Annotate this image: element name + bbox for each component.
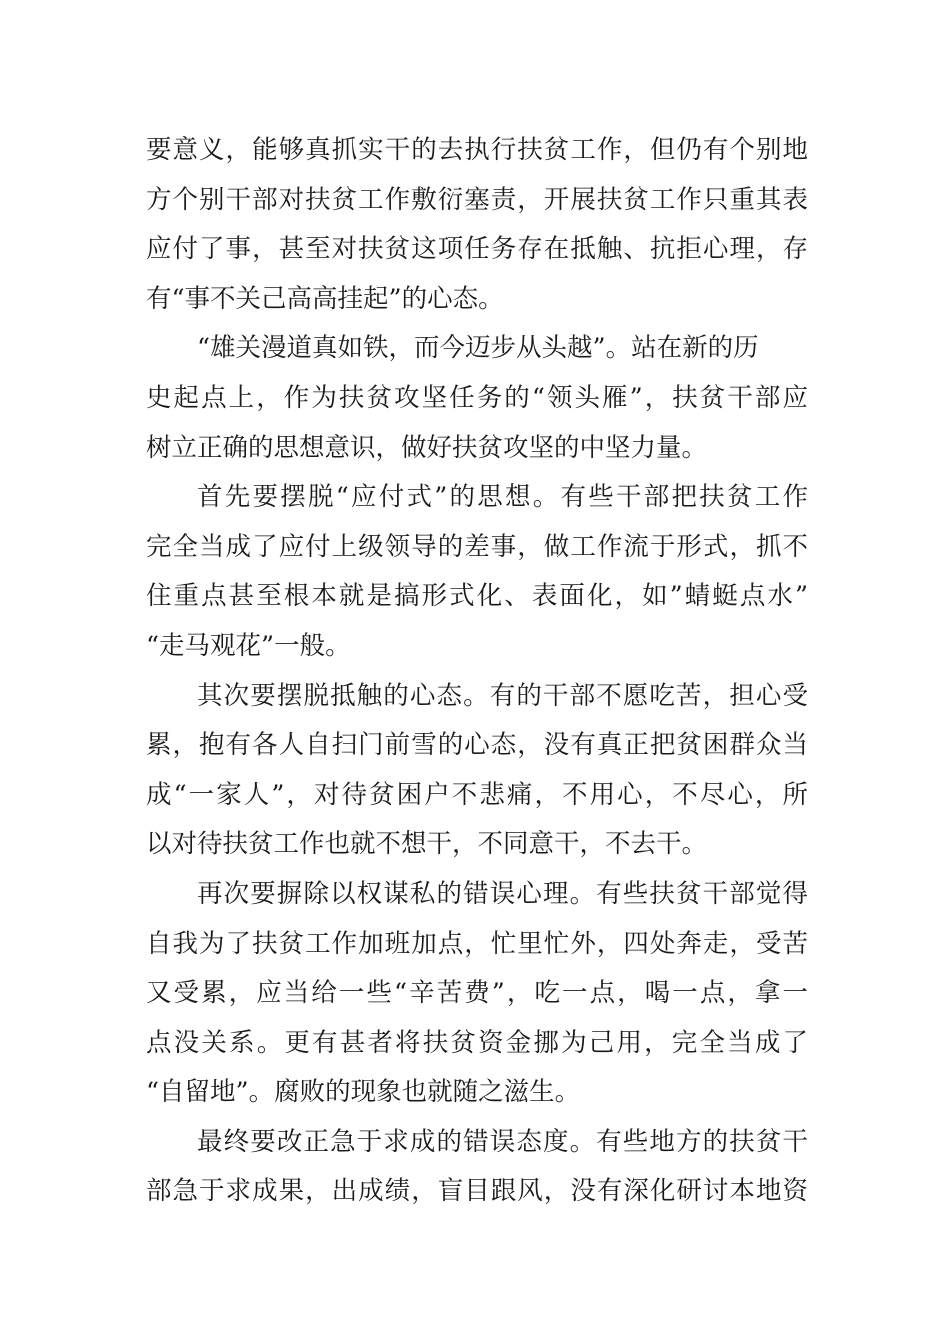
paragraph-6	[146, 1118, 808, 1217]
paragraph-3	[146, 473, 808, 671]
text-line: 其次要摆脱抵触的心态。有的干部不愿吃苦，担心受	[197, 680, 808, 711]
text-line: 完全当成了应付上级领导的差事，做工作流于形式，抓不	[146, 531, 808, 562]
text-line: 树立正确的思想意识，做好扶贫攻坚的中坚力量。	[146, 432, 708, 463]
paragraph-2	[146, 324, 808, 473]
text-line: 部急于求成果，出成绩，盲目跟风，没有深化研讨本地资	[146, 1176, 808, 1207]
text-line: “自留地”。腐败的现象也就随之滋生。	[146, 1077, 581, 1108]
text-line: “走马观花”一般。	[146, 630, 351, 661]
text-line: 累，抱有各人自扫门前雪的心态，没有真正把贫困群众当	[146, 730, 808, 761]
text-line: 方个别干部对扶贫工作敷衍塞责，开展扶贫工作只重其表	[146, 184, 808, 215]
text-line: “雄关漫道真如铁，而今迈步从头越”。站在新的历	[197, 333, 759, 364]
text-line: 首先要摆脱“应付式”的思想。有些干部把扶贫工作	[197, 482, 808, 513]
text-line: 点没关系。更有甚者将扶贫资金挪为己用，完全当成了	[146, 1027, 808, 1058]
text-line: 有“事不关己高高挂起”的心态。	[146, 283, 504, 314]
text-line: 住重点甚至根本就是搞形式化、表面化，如”蜻蜓点水”	[146, 581, 808, 612]
paragraph-1	[146, 126, 808, 324]
text-line: 自我为了扶贫工作加班加点，忙里忙外，四处奔走，受苦	[146, 928, 808, 959]
paragraph-5	[146, 870, 808, 1118]
text-line: 最终要改正急于求成的错误态度。有些地方的扶贫干	[197, 1126, 808, 1157]
paragraph-4	[146, 672, 808, 870]
text-line: 成“一家人”，对待贫困户不悲痛，不用心，不尽心，所	[146, 779, 808, 810]
text-line: 再次要摒除以权谋私的错误心理。有些扶贫干部觉得	[197, 878, 808, 909]
text-line: 要意义，能够真抓实干的去执行扶贫工作，但仍有个别地	[146, 135, 808, 165]
text-line: 应付了事，甚至对扶贫这项任务存在抵触、抗拒心理，存	[146, 234, 808, 265]
text-line: 以对待扶贫工作也就不想干，不同意干，不去干。	[146, 829, 708, 860]
text-line: 史起点上，作为扶贫攻坚任务的“领头雁”，扶贫干部应	[146, 382, 808, 413]
document-body	[146, 126, 808, 1217]
text-line: 又受累，应当给一些“辛苦费”，吃一点，喝一点，拿一	[146, 978, 808, 1009]
